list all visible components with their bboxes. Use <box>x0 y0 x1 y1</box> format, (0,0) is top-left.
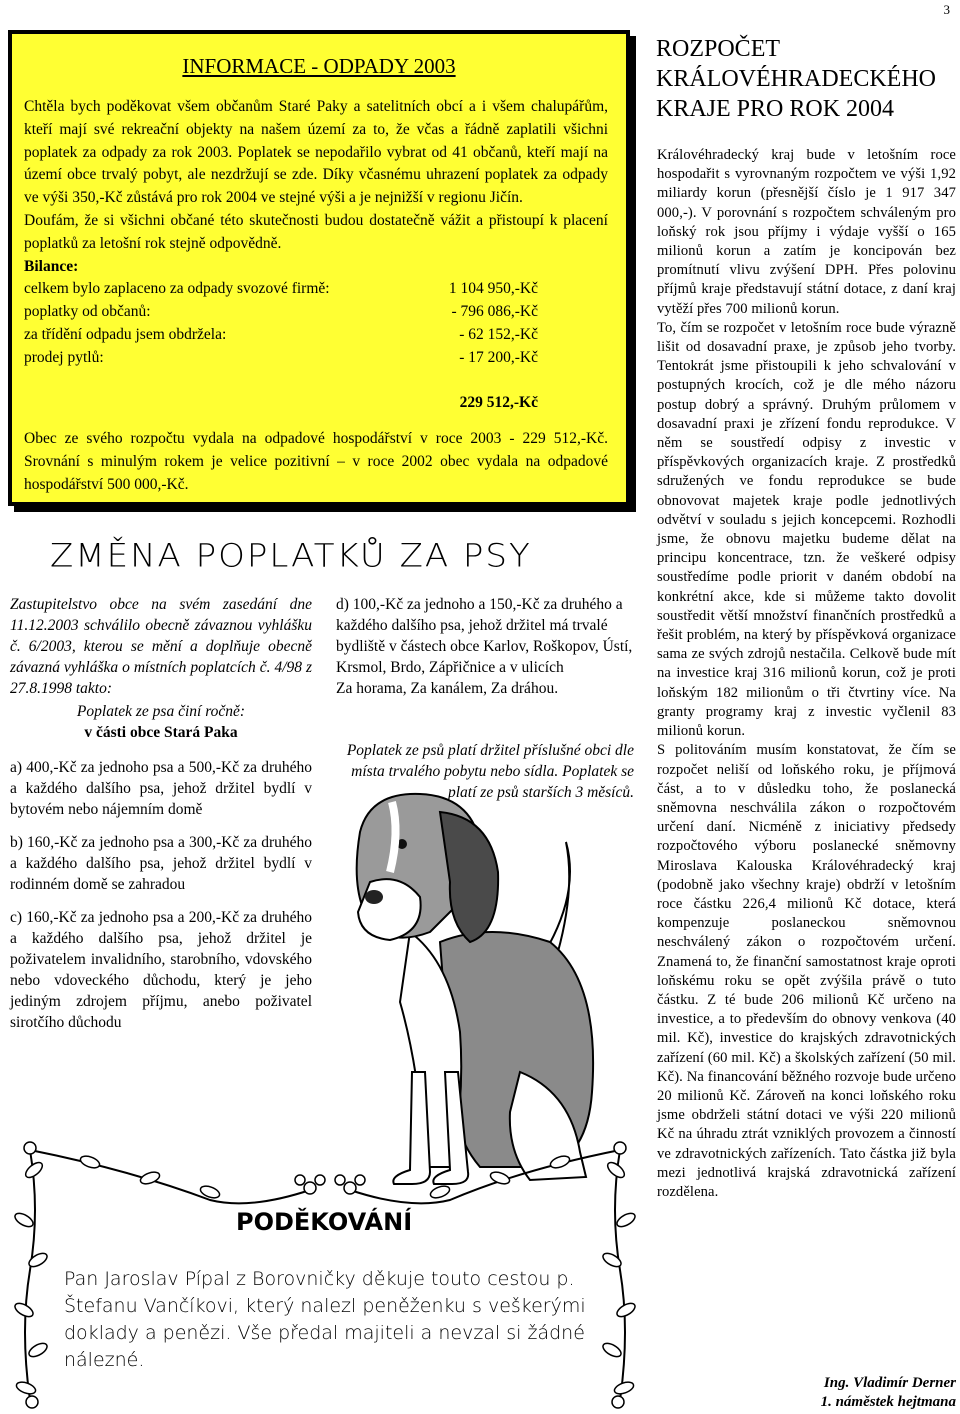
bilance-label: Bilance: <box>24 257 79 275</box>
fee-item-d: d) 100,-Kč za jednoho a 150,-Kč za druhého a každého dalšího psa, jehož držitel má trvalé bydliště v částech obce Karlov, Roškopov, Ústí, Krsmol, Brdo, Zápřičnice a v ulicích <box>336 596 633 676</box>
waste-info-box <box>8 30 630 506</box>
fee-line: Poplatek ze psa činí ročně: <box>76 703 246 720</box>
dog-illustration-icon <box>330 772 640 1192</box>
info-paragraph-1: Chtěla bych poděkovat všem občanům Staré Paky a satelitních obcí a i všem chalupářům, kteří mají své rekreační objekty na našem území za to, že včas a řádně zaplatili všichni poplatek za odpady za rok 2003. Poplatek se nepodařilo vybrat od 41 občanů, kteří mají na území obce trvalý pobyt, ale nezdržují se zde. Díky včasnému uhrazení poplatek za odpady ve výši 350,-Kč zůstává pro rok 2004 ve stejné výši a je nejnižší v regionu Jičín. <box>24 98 608 207</box>
bilance-row <box>24 278 608 301</box>
bilance-row-value: - 796 086,-Kč <box>451 303 538 321</box>
fee-item-c: c) 160,-Kč za jednoho psa a 200,-Kč za druhého a každého dalšího psa, jehož držitel je poživatelem invalidního, starobního, vdovského nebo vdoveckého důchodu, který je jeho jediným zdrojem příjmu, anebo poživatel sirotčího důchodu <box>10 909 312 1031</box>
budget-body <box>657 146 956 1202</box>
info-paragraph-3: Obec ze svého rozpočtu vydala na odpadové hospodářství v roce 2003 - 229 512,-Kč. Srovnání s minulým rokem je velice pozitivní – v roce 2002 obec vydala na odpadové hospodářství 500 000,-Kč. <box>24 430 608 493</box>
dog-fee-note: Poplatek ze psů platí držitel příslušné obci dle místa trvalého pobytu nebo sídla. Poplatek se platí ze psů starších 3 měsíců. <box>346 742 634 801</box>
dog-fees-column-right <box>336 594 634 699</box>
bilance-row <box>24 324 608 347</box>
budget-title: ROZPOČET KRÁLOVÉHRADECKÉHO KRAJE PRO ROK 2004 <box>656 36 936 122</box>
bilance-row-label: poplatky od občanů: <box>24 303 151 321</box>
bilance-row-label: celkem bylo zaplaceno za odpady svozové firmě: <box>24 280 330 298</box>
thanks-text: Pan Jaroslav Pípal z Borovničky děkuje touto cestou p. Štefanu Vančíkovi, který nalezl peněženku s veškerými doklady a penězi. Vše předal majiteli a nevzal si žádné nálezné. <box>64 1268 586 1371</box>
budget-paragraph-2: To, čím se rozpočet v letošním roce bude výrazně lišit od dosavadní praxe, je způsob jeho tvorby. Tentokrát jsme přistoupili k jeho schvalování v postupných krocích, což je dle mého názoru postup dobrý a správný. Druhým průlomem v dosavadní praxi je zřízení fondu reprodukce. V něm se soustředí odpisy z investic v příspěvkových organizacích kraje. Z prostředků sdružených ve fondu reprodukce se bude obnovovat majetek kraje podle jednotlivých odvětví v souladu s jejich koncepcemi. Rozhodli jsme, že obnovu majetku budeme dělat na principu koncentrace, tzn. že veškeré odpisy soustředíme podle priorit v daném období na konkrétní akce, kde si můžeme takto dovolit soustředit větší množství finančních prostředků a řešit problém, na který by příspěvková organizace sama ze svých zdrojů nestačila. Celkově bude mít na investice kraj 316 milionů korun, což je proti loňským 182 milionům o tři čtvrtiny více. Na granty programy kraj z investic vyčlenil 83 milionů korun. <box>657 319 956 740</box>
page-number: 3 <box>943 2 950 17</box>
bilance-row-value: - 17 200,-Kč <box>459 348 538 366</box>
fee-item-b: b) 160,-Kč za jednoho psa a 300,-Kč za druhého a každého dalšího psa, jehož držitel bydlí v rodinném domě se zahradou <box>10 834 312 893</box>
budget-paragraph-3: S politováním musím konstatovat, že čím se rozpočet neliší od loňského roku, je příjmová část, a to v důsledku toho, že poslanecká sněmovna neschválila zákon o rozpočtovém určení daní. Nicméně z iniciativy předsedy rozpočtového výboru poslanecké sněmovny Miroslava Kalouska Královéhradecký kraj (podobně jako všechny kraje) obdrží v letošním roce částku 226,4 milionů Kč dotace, která kompenzuje poslaneckou sněmovnou neschválený zákon o rozpočtovém určení. Znamená to, že finanční samostatnost kraje oproti loňskému roku se opět zvýšila právě o tuto částku. Z té bude 206 milionů Kč určeno na investice, a to především do obnovy venkova (40 mil. Kč), investice do krajských zdravotnických zařízení (60 mil. Kč) a školských zařízení (50 mil. Kč). Na financování běžného rozvoje bude určeno 20 milionů Kč. Zároveň na konci loňského roku jsme obdrželi státní dotaci ve výši 220 milionů Kč na úhradu ztrát vzniklých provozem a činností ve zdravotnických zařízeních. Tato částka již byla mezi jednotlivá krajská zdravotnická zařízení rozdělena. <box>657 742 956 1200</box>
budget-signature <box>657 1374 956 1412</box>
fee-item-a: a) 400,-Kč za jednoho psa a 500,-Kč za druhého a každého dalšího psa, jehož držitel bydlí v bytovém nebo nájemním domě <box>10 759 312 818</box>
dog-fees-intro: Zastupitelstvo obce na svém zasedání dne 11.12.2003 schválilo obecně závaznou vyhlášku č. 6/2003, kterou se mění a doplňuje obecně závazná vyhláška o místních poplatcích č. 4/98 z 27.8.1998 takto: <box>10 596 312 697</box>
fee-place: v části obce Stará Paka <box>84 724 238 741</box>
bilance-row-value: - 62 152,-Kč <box>459 325 538 343</box>
signature-name: Ing. Vladimír Derner <box>823 1375 956 1391</box>
info-paragraph-2: Doufám, že si všichni občané této skutečnosti budou dostatečně vážit a přistoupí k placení poplatků za letošní rok stejně odpovědně. <box>24 211 608 252</box>
bilance-total-value: 229 512,-Kč <box>459 393 538 411</box>
budget-paragraph-1: Královéhradecký kraj bude v letošním roce hospodařit s vyrovnaným rozpočtem ve výši 1,92 miliardy korun (přesnější číslo je 1 917 347 000,-). V porovnání s rozpočtem schváleným pro loňský rok jsou příjmy i výdaje vyšší o 165 milionů korun a zatím je koncipován bez promítnutí vlivu zvýšení DPH. Přes polovinu příjmů kraje představují státní dotace, z daní kraj vytěží přes 700 milionů korun. <box>657 147 956 317</box>
bilance-row-label: prodej pytlů: <box>24 348 104 366</box>
signature-role: 1. náměstek hejtmana <box>820 1394 956 1410</box>
info-body <box>24 96 608 497</box>
info-title: INFORMACE - ODPADY 2003 <box>182 54 456 78</box>
bilance-row-label: za třídění odpadu jsem obdržela: <box>24 325 227 343</box>
bilance-total <box>24 392 608 415</box>
dog-fees-title: ZMĚNA POPLATKŮ ZA PSY <box>50 537 532 575</box>
thanks-title: PODĚKOVÁNÍ <box>236 1208 413 1236</box>
bilance-row <box>24 301 608 324</box>
bilance-row <box>24 347 608 370</box>
dog-fees-column-left <box>10 594 312 1045</box>
fee-item-d-streets: Za horama, Za kanálem, Za dráhou. <box>336 680 559 697</box>
bilance-row-value: 1 104 950,-Kč <box>448 280 538 298</box>
